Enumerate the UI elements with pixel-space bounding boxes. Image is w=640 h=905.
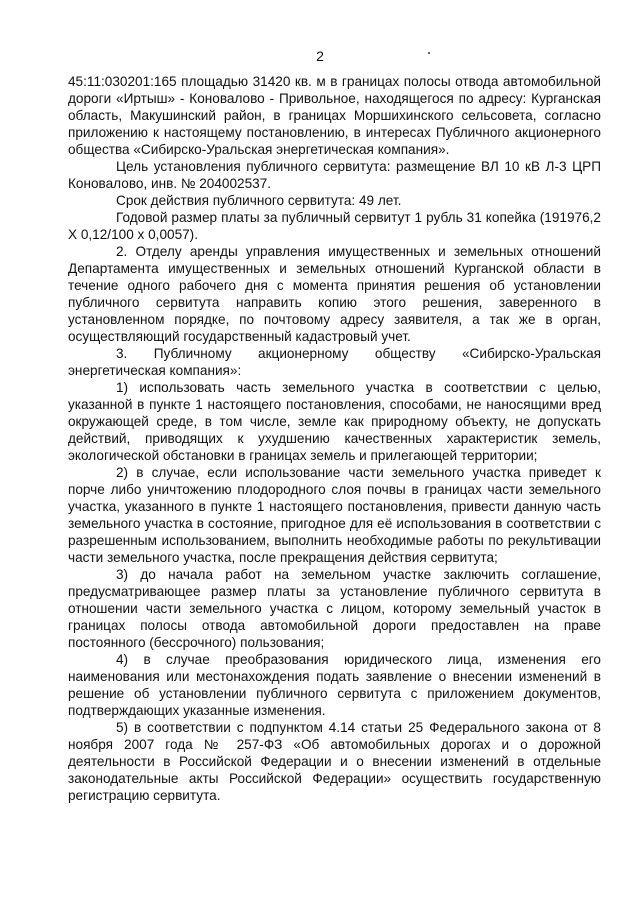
paragraph-subitem-4: 4) в случае преобразования юридического лица, изменения его наименования или местонахождения подать заявление о внесении изменений в решение об установлении публичного сервитута с приложением документов, подтверждающих указанные изменения.: [68, 652, 601, 718]
page-number: 2: [316, 48, 324, 64]
paragraph-cadastral-continuation: 45:11:030201:165 площадью 31420 кв. м в границах полосы отвода автомобильной дороги «Иртыш» - Коновалово - Привольное, находящегося по адресу: Курганская область, Макушинский район, в границах Моршихинского сельсовета, согласно приложению к настоящему постановлению, в интересах Публичного акционерного общества «Сибирско-Уральская энергетическая компания».: [68, 74, 601, 157]
paragraph-servitude-purpose: Цель установления публичного сервитута: размещение ВЛ 10 кВ Л-3 ЦРП Коновалово, инв. № 204002537.: [68, 159, 601, 191]
paragraph-item-2-rental-department: 2. Отделу аренды управления имущественных и земельных отношений Департамента имущественных и земельных отношений Курганской области в течение одного рабочего дня с момента принятия решения об установлении публичного сервитута направить копию этого решения, заверенного в установленном порядке, по почтовому адресу заявителя, а так же в орган, осуществляющий государственный кадастровый учет.: [68, 244, 601, 344]
paragraph-subitem-5: 5) в соответствии с подпунктом 4.14 статьи 25 Федерального закона от 8 ноября 2007 года № 257-ФЗ «Об автомобильных дорогах и о дорожной деятельности в Российской Федерации и о внесении изменений в отдельные законодательные акты Российской Федерации» осуществить государственную регистрацию сервитута.: [68, 720, 601, 803]
scan-artifact-dot: [428, 52, 430, 54]
paragraph-servitude-term: Срок действия публичного сервитута: 49 лет.: [116, 193, 402, 208]
paragraph-subitem-1: 1) использовать часть земельного участка в соответствии с целью, указанной в пункте 1 настоящего постановления, способами, не наносящими вред окружающей среде, в том числе, земле как природному объекту, не допускать действий, приводящих к ухудшению качественных характеристик земель, экологической обстановки в границах земель и прилегающей территории;: [68, 380, 601, 463]
paragraph-item-3-company: 3. Публичному акционерному обществу «Сибирско-Уральская энергетическая компания»:: [68, 346, 601, 378]
document-body: [68, 73, 601, 804]
paragraph-subitem-2: 2) в случае, если использование части земельного участка приведет к порче либо уничтожению плодородного слоя почвы в границах части земельного участка, указанного в пункте 1 настоящего постановления, привести данную часть земельного участка в состояние, пригодное для её использования в соответствии с разрешенным использованием, выполнить необходимые работы по рекультивации части земельного участка, после прекращения действия сервитута;: [68, 465, 601, 565]
paragraph-subitem-3: 3) до начала работ на земельном участке заключить соглашение, предусматривающее размер платы за установление публичного сервитута в отношении части земельного участка с лицом, которому земельный участок в границах полосы отвода автомобильной дороги предоставлен на праве постоянного (бессрочного) пользования;: [68, 567, 601, 650]
paragraph-annual-fee: Годовой размер платы за публичный сервитут 1 рубль 31 копейка (191976,2 Х 0,12/100 х 0,0057).: [68, 210, 601, 242]
